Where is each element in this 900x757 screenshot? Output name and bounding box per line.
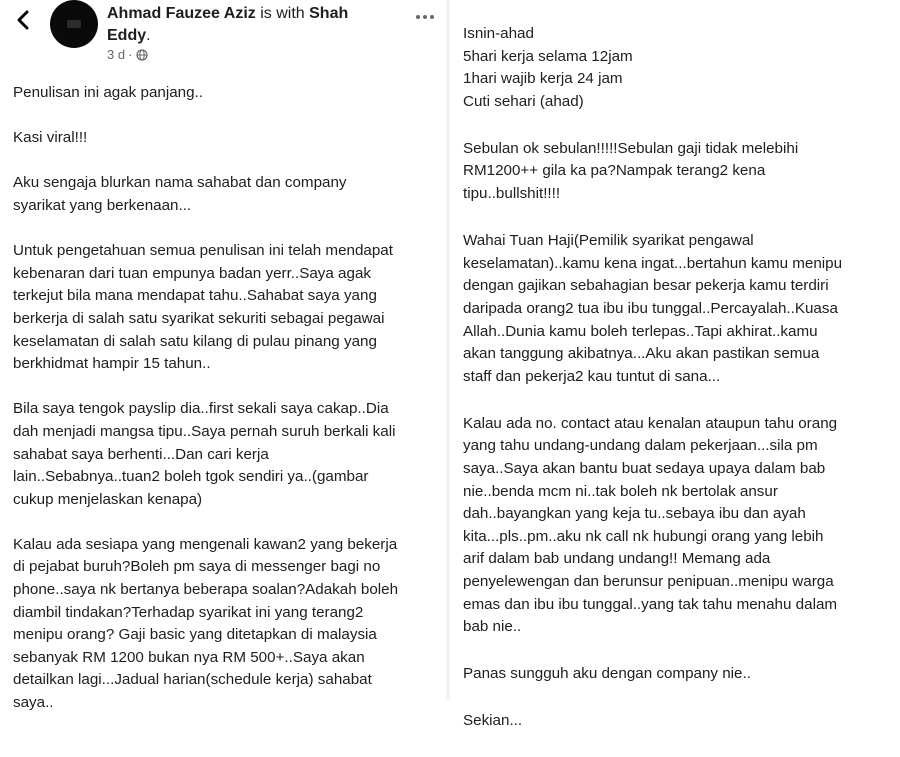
- tagged-end: .: [146, 27, 151, 44]
- with-text: is with: [260, 5, 305, 22]
- author-name[interactable]: Ahmad Fauzee Aziz: [107, 5, 256, 22]
- post-paragraph: Wahai Tuan Haji(Pemilik syarikat pengawal keselamatan)..kamu kena ingat...bertahun kamu menipu dengan gajikan sebahagian besar pekerja kamu terdiri daripada orang2 tua ibu ibu tunggal..Percayalah..Kuasa Allah..Dunia kamu boleh terlepas..Tapi akhirat..kamu akan tanggung akibatnya...Aku akan pastikan semua staff dan pekerja2 kau tuntut di sana...: [463, 232, 843, 385]
- right-screenshot-panel: [450, 0, 900, 730]
- post-paragraph: Sekian...: [463, 712, 523, 730]
- post-text-left: [13, 82, 439, 715]
- post-paragraph: Kasi viral!!!: [13, 129, 88, 147]
- left-screenshot-panel: [0, 0, 446, 712]
- post-paragraph: Sebulan ok sebulan!!!!!Sebulan gaji tidak melebihi RM1200++ gila ka pa?Nampak terang2 kena tipu..bullshit!!!!: [463, 139, 799, 203]
- avatar[interactable]: [50, 0, 98, 48]
- post-text-right: [463, 23, 893, 757]
- post-paragraph: Kalau ada no. contact atau kenalan ataupun tahu orang yang tahu undang-undang dalam pekerjaan...sila pm saya..Saya akan bantu buat sedaya upaya dalam bab nie..benda mcm ni..tak boleh nk bertolak ansur dah..bayangkan yang keja tu..sebaya ibu dan ayah kita...pls..pm..aku nk call nk hubungi orang yang lebih arif dalam bab undang undang!! Memang ada penyelewengan dan berunsur penipuan..menipu warga emas dan ibu ibu tunggal..yang tak tahu menahu dalam bab nie..: [463, 414, 838, 636]
- meta-separator: ·: [128, 47, 133, 62]
- post-paragraph: Bila saya tengok payslip dia..first sekali saya cakap..Dia dah menjadi mangsa tipu..Saya pernah suruh berkali kali sahabat saya berhenti...Dan cari kerja lain..Sebabnya..tuan2 boleh tgok sendiri ya..(gambar cukup menjelaskan kenapa): [13, 400, 396, 508]
- post-paragraph: Kalau ada sesiapa yang mengenali kawan2 yang bekerja di pejabat buruh?Boleh pm saya di messenger bagi no phone..saya nk bertanya beberapa soalan?Adakah boleh diambil tindakan?Terhadap syarikat ini yang terang2 menipu orang? Gaji basic yang ditetapkan di malaysia sebanyak RM 1200 bukan nya RM 500+..Saya akan detailkan lagi...Jadual harian(schedule kerja) sahabat saya..: [13, 535, 399, 712]
- post-time[interactable]: 3 d: [107, 47, 126, 62]
- back-arrow-icon[interactable]: [12, 9, 34, 31]
- author-line: [107, 3, 407, 47]
- post-paragraph: Aku sengaja blurkan nama sahabat dan company syarikat yang berkenaan...: [13, 174, 347, 214]
- tagged-name-first[interactable]: Shah: [309, 5, 349, 22]
- post-paragraph: Penulisan ini agak panjang..: [13, 84, 203, 101]
- tagged-name-second[interactable]: Eddy: [107, 27, 147, 44]
- globe-icon: [136, 49, 148, 61]
- more-options-icon[interactable]: [413, 10, 437, 22]
- post-paragraph: Panas sungguh aku dengan company nie..: [463, 665, 751, 683]
- post-paragraph: Untuk pengetahuan semua penulisan ini telah mendapat kebenaran dari tuan empunya badan yerr..Saya agak terkejut bila mana mendapat tahu..Sahabat saya yang berkerja di salah satu syarikat sekuriti sebagai pegawai keselamatan di salah satu kilang di pulau pinang yang berkhidmat hampir 15 tahun..: [13, 242, 393, 373]
- post-paragraph: Isnin-ahad 5hari kerja selama 12jam 1hari wajib kerja 24 jam Cuti sehari (ahad): [463, 25, 633, 110]
- post-meta: [107, 47, 148, 62]
- post-header: [0, 0, 446, 72]
